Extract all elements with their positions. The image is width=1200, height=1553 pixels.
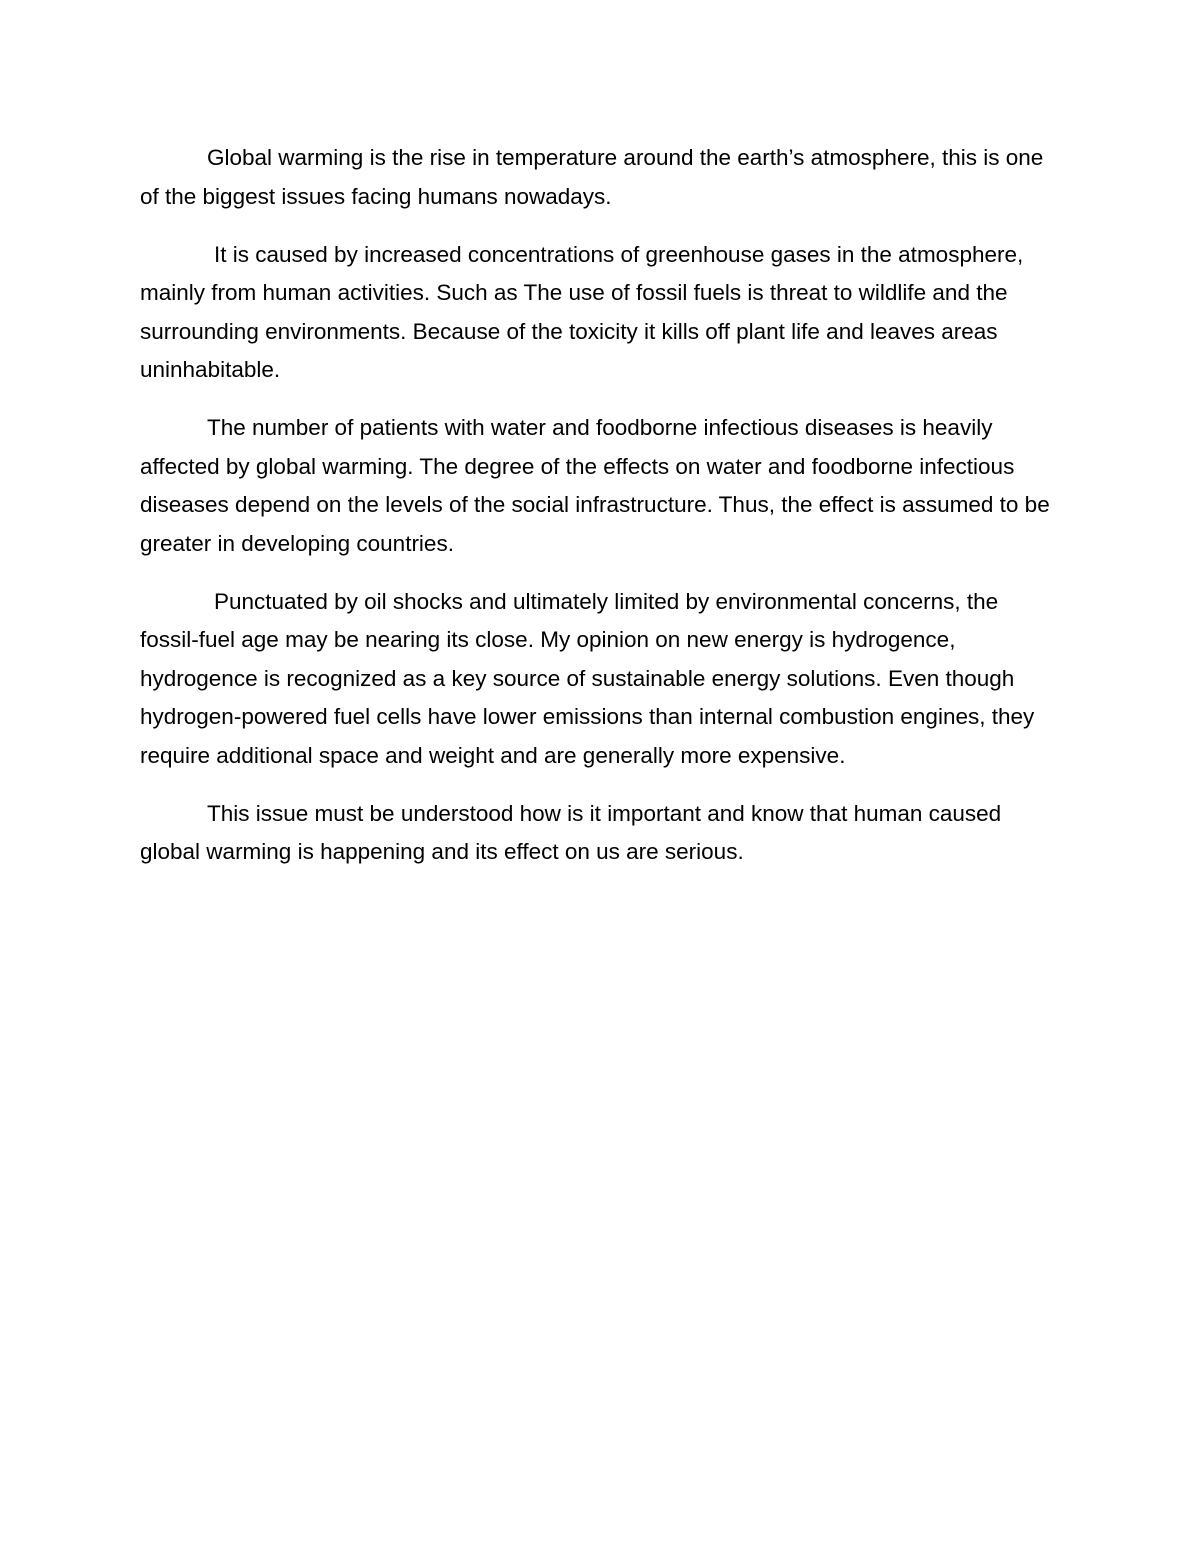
document-body [140,139,1060,891]
paragraph-2: It is caused by increased concentrations of greenhouse gases in the atmosphere, mainly from human activities. Such as The use of fossil fuels is threat to wildlife and the surrounding environments. Because of the toxicity it kills off plant life and leaves areas uninhabitable. [140,241,1024,382]
paragraph-4: Punctuated by oil shocks and ultimately limited by environmental concerns, the fossil-fuel age may be nearing its close. My opinion on new energy is hydrogence, hydrogence is recognized as a key source of sustainable energy solutions. Even though hydrogen-powered fuel cells have lower emissions than internal combustion engines, they require additional space and weight and are generally more expensive. [140,588,1035,768]
paragraph-5: This issue must be understood how is it important and know that human caused global warming is happening and its effect on us are serious. [140,800,1002,864]
paragraph-1: Global warming is the rise in temperature around the earth’s atmosphere, this is one of the biggest issues facing humans nowadays. [140,145,1044,209]
paragraph-3: The number of patients with water and foodborne infectious diseases is heavily affected by global warming. The degree of the effects on water and foodborne infectious diseases depend on the levels of the social infrastructure. Thus, the effect is assumed to be greater in developing countries. [140,415,1050,556]
